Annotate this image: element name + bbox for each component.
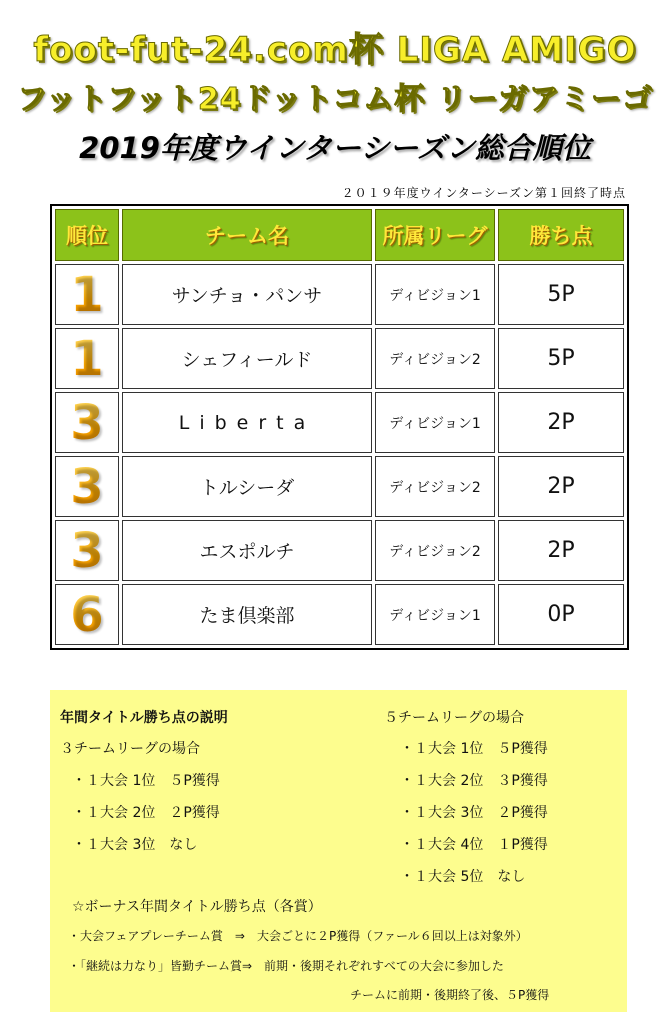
league-cell: ディビジョン1	[375, 392, 495, 453]
explanation-heading: 年間タイトル勝ち点の説明	[60, 710, 228, 726]
header-rank: 順位	[55, 209, 119, 261]
bonus-item: ・「継続は力なり」皆勤チーム賞⇒ 前期・後期それぞれすべての大会に参加した	[68, 959, 504, 973]
rank-number: 1	[70, 266, 104, 323]
three-team-item: ・１大会 3位 なし	[72, 837, 198, 853]
page-subtitle: 2019年度ウインターシーズン総合順位	[79, 131, 591, 165]
table-row	[55, 456, 624, 517]
header-team: チーム名	[122, 209, 372, 261]
page-title-jp: フットフット24ドットコム杯 リーガアミーゴ	[16, 82, 654, 117]
league-cell: ディビジョン2	[375, 456, 495, 517]
team-cell: シェフィールド	[122, 328, 372, 389]
team-cell: たま倶楽部	[122, 584, 372, 645]
rank-number: 6	[70, 586, 104, 643]
team-cell: エスポルチ	[122, 520, 372, 581]
points-explanation-box	[50, 690, 627, 1012]
header-points: 勝ち点	[498, 209, 624, 261]
table-row	[55, 584, 624, 645]
points-cell: 2P	[498, 392, 624, 453]
rank-cell	[55, 328, 119, 389]
header-league: 所属リーグ	[375, 209, 495, 261]
table-header-row	[55, 209, 624, 261]
bonus-heading: ☆ボーナス年間タイトル勝ち点（各賞）	[72, 899, 322, 915]
league-cell: ディビジョン1	[375, 264, 495, 325]
five-team-item: ・１大会 2位 ３P獲得	[400, 773, 548, 789]
league-cell: ディビジョン2	[375, 520, 495, 581]
five-team-item: ・１大会 5位 なし	[400, 869, 526, 885]
bonus-item: ・大会フェアプレーチーム賞 ⇒ 大会ごとに２P獲得（ファール６回以上は対象外）	[68, 929, 528, 943]
rank-cell	[55, 584, 119, 645]
three-team-label: ３チームリーグの場合	[60, 741, 200, 757]
five-team-item: ・１大会 3位 ２P獲得	[400, 805, 548, 821]
five-team-item: ・１大会 4位 １P獲得	[400, 837, 548, 853]
rank-cell	[55, 456, 119, 517]
rank-cell	[55, 520, 119, 581]
rank-number: 3	[70, 458, 104, 515]
team-cell: サンチョ・パンサ	[122, 264, 372, 325]
points-cell: 5P	[498, 264, 624, 325]
five-team-item: ・１大会 1位 ５P獲得	[400, 741, 548, 757]
league-cell: ディビジョン2	[375, 328, 495, 389]
table-row	[55, 328, 624, 389]
points-cell: 2P	[498, 456, 624, 517]
as-of-note: ２０１９年度ウインターシーズン第１回終了時点	[341, 186, 626, 200]
page-title-en: foot-fut-24.com杯 LIGA AMIGO	[33, 30, 637, 70]
table-row	[55, 392, 624, 453]
five-team-label: ５チームリーグの場合	[384, 710, 524, 726]
table-row	[55, 520, 624, 581]
team-cell: トルシーダ	[122, 456, 372, 517]
league-cell: ディビジョン1	[375, 584, 495, 645]
rank-cell	[55, 264, 119, 325]
points-cell: 5P	[498, 328, 624, 389]
rank-cell	[55, 392, 119, 453]
bonus-item-continued: チームに前期・後期終了後、５P獲得	[350, 988, 550, 1002]
rank-number: 3	[70, 394, 104, 451]
standings-table	[50, 204, 629, 650]
rank-number: 1	[70, 330, 104, 387]
points-cell: 0P	[498, 584, 624, 645]
table-row	[55, 264, 624, 325]
rank-number: 3	[70, 522, 104, 579]
points-cell: 2P	[498, 520, 624, 581]
team-cell: Liberta	[122, 392, 372, 453]
three-team-item: ・１大会 1位 ５P獲得	[72, 773, 220, 789]
three-team-item: ・１大会 2位 ２P獲得	[72, 805, 220, 821]
